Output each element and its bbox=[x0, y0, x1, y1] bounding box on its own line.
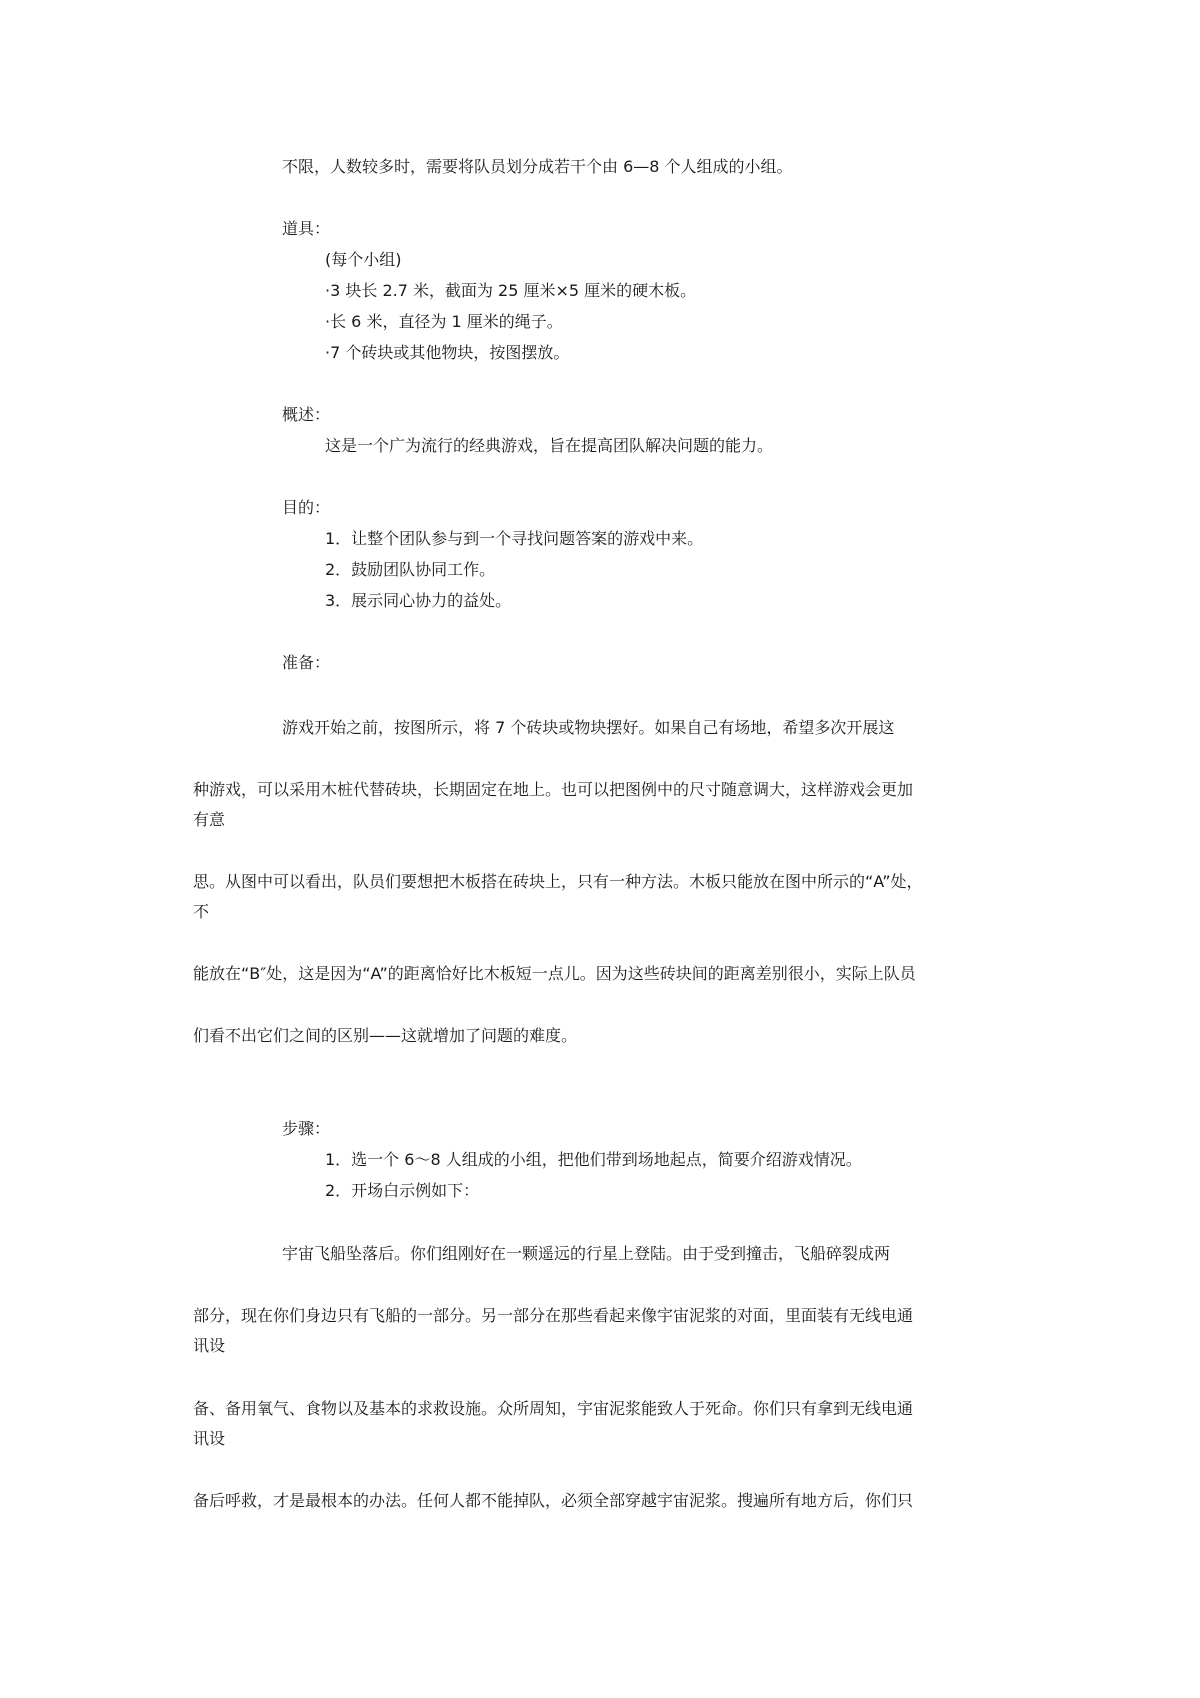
preparation-line: 游戏开始之前，按图所示，将 7 个砖块或物块摆好。如果自己有场地，希望多次开展这 bbox=[282, 718, 895, 737]
story-line: 备、备用氧气、食物以及基本的求救设施。众所周知，宇宙泥浆能致人于死命。你们只有拿到无线电通 bbox=[193, 1399, 914, 1418]
preparation-line: 思。从图中可以看出，队员们要想把木板搭在砖块上，只有一种方法。木板只能放在图中所示的“A”处， bbox=[193, 872, 923, 891]
story-line: 讯设 bbox=[193, 1336, 226, 1355]
purpose-item: 2．鼓励团队协同工作。 bbox=[325, 560, 496, 579]
story-line: 讯设 bbox=[193, 1429, 226, 1448]
purpose-item: 1．让整个团队参与到一个寻找问题答案的游戏中来。 bbox=[325, 529, 704, 548]
preparation-line: 能放在“B″处，这是因为“A”的距离恰好比木板短一点儿。因为这些砖块间的距离差别很小，实际上队员 bbox=[193, 964, 916, 983]
preparation-line: 种游戏，可以采用木桩代替砖块，长期固定在地上。也可以把图例中的尺寸随意调大，这样游戏会更加 bbox=[193, 780, 914, 799]
steps-item: 2．开场白示例如下： bbox=[325, 1181, 480, 1200]
story-line: 备后呼救，才是最根本的办法。任何人都不能掉队，必须全部穿越宇宙泥浆。搜遍所有地方后，你们只 bbox=[193, 1491, 914, 1510]
purpose-item: 3．展示同心协力的益处。 bbox=[325, 591, 512, 610]
story-line: 宇宙飞船坠落后。你们组刚好在一颗遥远的行星上登陆。由于受到撞击，飞船碎裂成两 bbox=[282, 1244, 891, 1263]
props-heading: 道具： bbox=[282, 219, 331, 238]
props-item: ·长 6 米，直径为 1 厘米的绳子。 bbox=[325, 312, 563, 331]
overview-text: 这是一个广为流行的经典游戏，旨在提高团队解决问题的能力。 bbox=[325, 436, 774, 455]
preparation-line: 不 bbox=[193, 902, 210, 921]
purpose-heading: 目的： bbox=[282, 498, 331, 517]
steps-item: 1．选一个 6～8 人组成的小组，把他们带到场地起点，简要介绍游戏情况。 bbox=[325, 1150, 862, 1169]
intro-line: 不限，人数较多时，需要将队员划分成若干个由 6—8 个人组成的小组。 bbox=[282, 157, 793, 176]
preparation-line: 有意 bbox=[193, 810, 226, 829]
steps-heading: 步骤： bbox=[282, 1119, 331, 1138]
props-item: (每个小组) bbox=[325, 250, 402, 269]
preparation-heading: 准备： bbox=[282, 653, 331, 672]
props-item: ·7 个砖块或其他物块，按图摆放。 bbox=[325, 343, 570, 362]
overview-heading: 概述： bbox=[282, 405, 331, 424]
preparation-line: 们看不出它们之间的区别——这就增加了问题的难度。 bbox=[193, 1026, 578, 1045]
story-line: 部分，现在你们身边只有飞船的一部分。另一部分在那些看起来像宇宙泥浆的对面，里面装有无线电通 bbox=[193, 1306, 914, 1325]
props-item: ·3 块长 2.7 米，截面为 25 厘米×5 厘米的硬木板。 bbox=[325, 281, 697, 300]
